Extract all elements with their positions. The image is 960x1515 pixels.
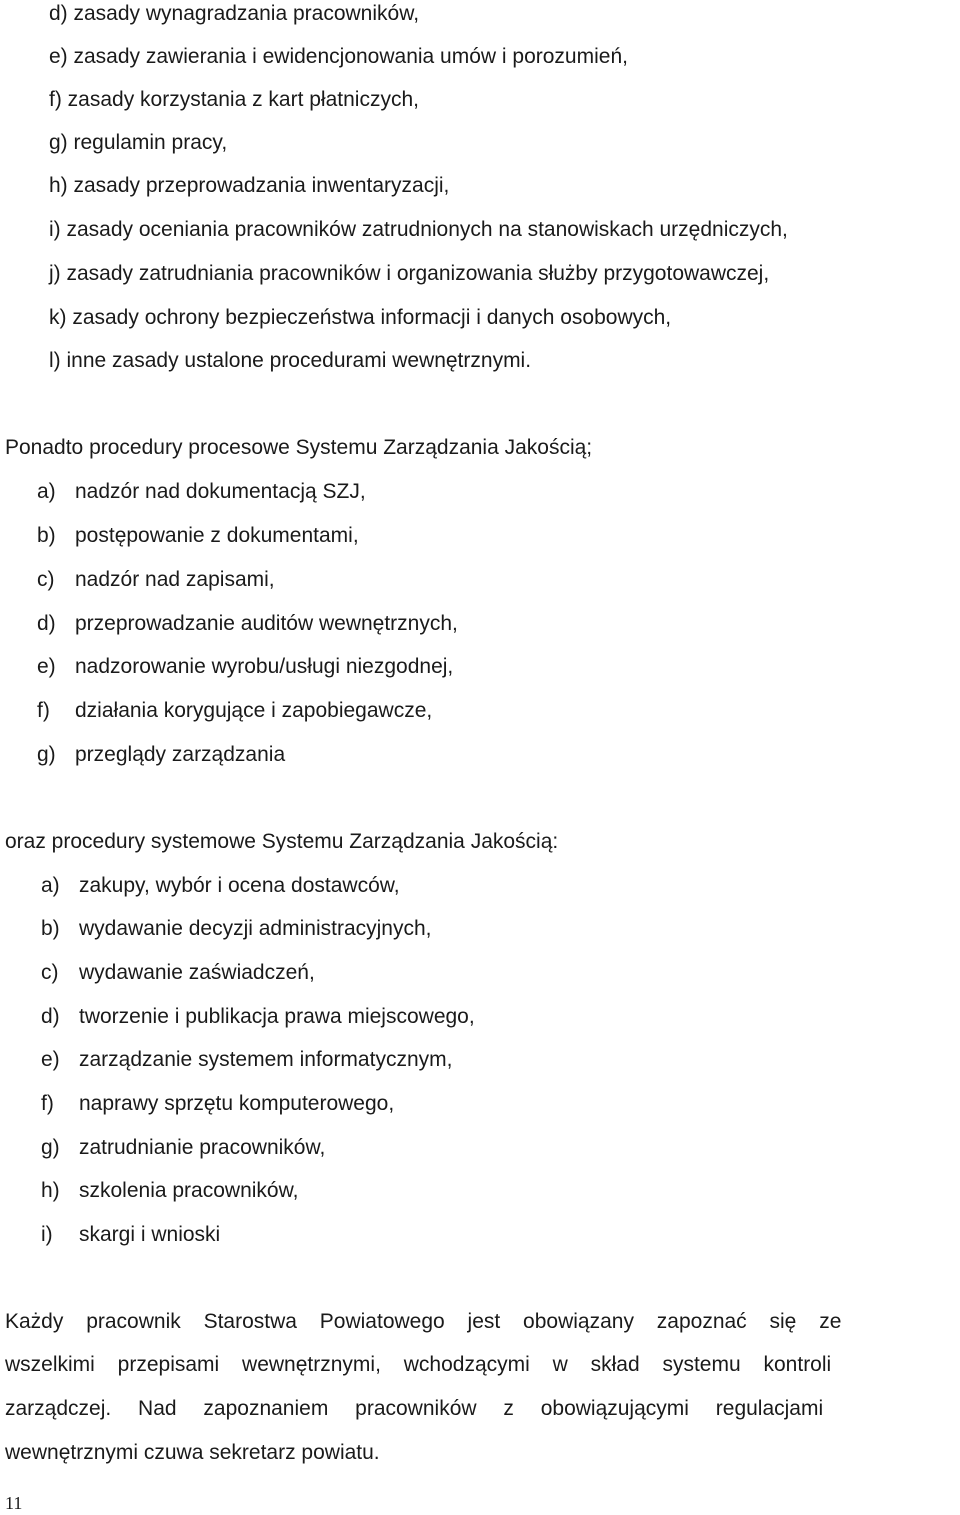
list-item: j) zasady zatrudniania pracowników i organizowania służby przygotowawczej,	[49, 262, 770, 285]
list-item: e) zasady zawierania i ewidencjonowania umów i porozumień,	[49, 45, 628, 68]
list-text: nadzorowanie wyrobu/usługi niezgodnej,	[75, 655, 454, 678]
list-marker: f)	[37, 699, 50, 722]
list-item	[41, 1093, 394, 1114]
list-marker: c)	[41, 961, 59, 984]
list-text: działania korygujące i zapobiegawcze,	[75, 699, 433, 722]
list-item: h) zasady przeprowadzania inwentaryzacji,	[49, 174, 450, 197]
list-item: g) regulamin pracy,	[49, 131, 228, 154]
list-item	[37, 481, 366, 502]
list-text: szkolenia pracowników,	[79, 1179, 299, 1202]
list-item: d) zasady wynagradzania pracowników,	[49, 2, 420, 25]
list-item	[37, 525, 359, 546]
list-item	[41, 1137, 325, 1158]
list-item	[37, 656, 453, 677]
list-marker: b)	[37, 524, 56, 547]
list-marker: h)	[41, 1179, 60, 1202]
list-text: zakupy, wybór i ocena dostawców,	[79, 874, 400, 897]
paragraph-line: zarządczej. Nad zapoznaniem pracowników z obowiązującymi regulacjami	[5, 1397, 824, 1420]
list-item	[37, 569, 275, 590]
list-marker: d)	[41, 1005, 60, 1028]
list-marker: e)	[37, 655, 56, 678]
list-marker: i)	[41, 1223, 53, 1246]
list-marker: c)	[37, 568, 55, 591]
paragraph-line: wszelkimi przepisami wewnętrznymi, wchodzącymi w skład systemu kontroli	[5, 1353, 832, 1376]
list-text: zatrudnianie pracowników,	[79, 1136, 326, 1159]
list-marker: a)	[37, 480, 56, 503]
list-marker: f)	[41, 1092, 54, 1115]
list-marker: b)	[41, 917, 60, 940]
page-number: 11	[5, 1493, 23, 1513]
list-text: zarządzanie systemem informatycznym,	[79, 1048, 453, 1071]
list-text: skargi i wnioski	[79, 1223, 221, 1246]
list-item	[41, 918, 431, 939]
list-text: nadzór nad zapisami,	[75, 568, 275, 591]
list-marker: a)	[41, 874, 60, 897]
list-text: postępowanie z dokumentami,	[75, 524, 359, 547]
system-intro: oraz procedury systemowe Systemu Zarządzania Jakością:	[5, 830, 559, 853]
list-item	[41, 1180, 298, 1201]
list-item	[41, 1006, 475, 1027]
list-item	[41, 1049, 452, 1070]
list-item	[41, 875, 400, 896]
list-item: f) zasady korzystania z kart płatniczych,	[49, 88, 419, 111]
list-item: l) inne zasady ustalone procedurami wewnętrznymi.	[49, 349, 532, 372]
list-item	[37, 700, 432, 721]
list-item	[41, 962, 315, 983]
list-marker: g)	[37, 743, 56, 766]
list-text: wydawanie decyzji administracyjnych,	[79, 917, 432, 940]
list-item	[37, 744, 285, 765]
process-intro: Ponadto procedury procesowe Systemu Zarządzania Jakością;	[5, 436, 593, 459]
list-item	[37, 613, 458, 634]
list-marker: d)	[37, 612, 56, 635]
list-text: nadzór nad dokumentacją SZJ,	[75, 480, 366, 503]
list-item: k) zasady ochrony bezpieczeństwa informacji i danych osobowych,	[49, 306, 672, 329]
paragraph-line: wewnętrznymi czuwa sekretarz powiatu.	[5, 1441, 380, 1464]
list-marker: g)	[41, 1136, 60, 1159]
list-text: naprawy sprzętu komputerowego,	[79, 1092, 395, 1115]
paragraph-line: Każdy pracownik Starostwa Powiatowego jest obowiązany zapoznać się ze	[5, 1310, 842, 1333]
list-text: tworzenie i publikacja prawa miejscowego,	[79, 1005, 475, 1028]
list-text: przeprowadzanie auditów wewnętrznych,	[75, 612, 458, 635]
list-item	[41, 1224, 220, 1245]
list-item: i) zasady oceniania pracowników zatrudnionych na stanowiskach urzędniczych,	[49, 218, 788, 241]
list-marker: e)	[41, 1048, 60, 1071]
list-text: wydawanie zaświadczeń,	[79, 961, 315, 984]
list-text: przeglądy zarządzania	[75, 743, 286, 766]
